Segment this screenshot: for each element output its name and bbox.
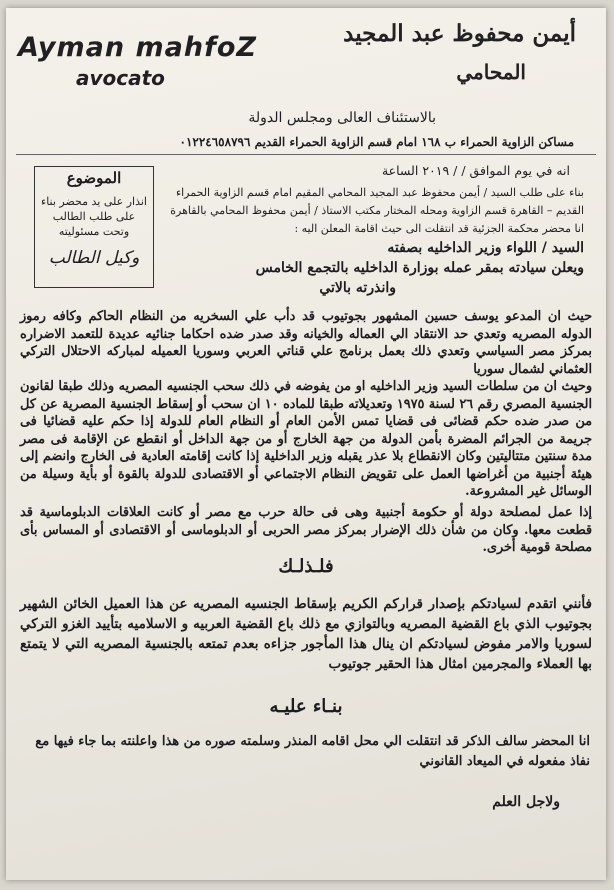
addressee-line: السيد / اللواء وزير الداخليه بصفته xyxy=(387,240,584,256)
lawyer-name-arabic: أيمن محفوظ عبد المجيد xyxy=(343,20,576,47)
header-divider xyxy=(16,154,596,155)
legal-notice-page xyxy=(6,8,606,880)
lawyer-title-arabic: المحامي xyxy=(456,60,526,84)
court-line: بالاستئناف العالى ومجلس الدولة xyxy=(248,110,436,126)
address-line: مساكن الزاوية الحمراء ب ١٦٨ امام قسم الزاوية الحمراء القديم ٠١٢٢٤٦٥٨٧٩٦ xyxy=(179,135,574,149)
service-date-line: انه في يوم الموافق / / ٢٠١٩ الساعة xyxy=(381,163,570,178)
request-paragraph: فأنني اتقدم لسيادتكم بإصدار قراركم الكريم بإسقاط الجنسيه المصريه عن هذا العميل الخائن الشهير بجوتيوب الذي باع القضية المصريه وبالتوازي مع ذلك باع القضية العربيه و الاسلاميه بتأييد الغزو التركي لسوريا والامر مفوض لسيادتكم ان ينال هذا المأجور جزاءه بعدم تمتعه بالجنسية المصريه التي لا يتمتع بها العملاء والمجرمين امثال هذا الحقير جوتيوب xyxy=(20,596,592,672)
served-at-line: ويعلن سيادته بمقر عمله بوزارة الداخليه بالتجمع الخامس xyxy=(255,260,584,276)
therefore-heading: فلـذلـك xyxy=(278,556,334,577)
warning-line: وانذرته بالاتي xyxy=(319,280,396,296)
lawyer-title-english: avocato xyxy=(76,66,165,90)
service-office-line: القديم – القاهرة قسم الزاوية ومحله المختار مكتب الاستاذ / أيمن محفوظ المحامي بالقاهرة xyxy=(170,204,584,217)
body-paragraph-2: وحيث ان من سلطات السيد وزير الداخليه او من يفوضه في ذلك سحب الجنسيه المصريه وذلك طبقا لقانون الجنسية المصري رقم ٢٦ لسنة ١٩٧٥ وتعديلاته طبقا للماده ١٠ ان سحب أو إسقاط الجنسية المصرية عن كل من صدر ضده حكم قضائى فى قضايا تمس الأمن العام أو النظام العام للدولة إذا حكم عليه قضائيا فى جريمة من الجرائم المضرة بأمن الدولة من جهة الخارج أو من جهة الداخل أو انقطع عن الإقامة فى مصر مدة سنتين متتاليتين وكان الانقطاع بلا عذر يقبله وزير الداخلية إذا كانت إقامته العادية فى الخارج وانضم إلى هيئة أجنبية من أغراضها العمل على تقويض النظام الاجتماعي أو الاقتصادى للدولة بالقوة أو بأية وسيلة من الوسائل غير المشروعة. xyxy=(20,379,593,499)
subject-box xyxy=(34,166,154,288)
closing-paragraph: انا المحضر سالف الذكر قد انتقلت الي محل اقامه المنذر وسلمته صوره من هذا واعلنته بما جاء فيها مع نفاذ مفعوله في الميعاد القانوني xyxy=(35,734,590,769)
service-requester-line: بناء على طلب السيد / أيمن محفوظ عبد المجيد المحامي المقيم امام قسم الزاوية الحمراء xyxy=(175,186,584,199)
accordingly-heading: بنـاء عليـه xyxy=(269,696,343,717)
body-paragraph-1: حيث ان المدعو يوسف حسين المشهور بجوتيوب قد دأب علي السخريه من النظام الحاكم وكافه رموز الدوله المصريه وتعدي حد الانتقاد الي العماله والخيانه وقد صدر ضده احكاما جنائيه عديدة للتعمد الاضراره بمركز مصر السياسي وتعدي ذلك بعمل برنامج علي قناتي العربي وسوريا العميله لمباركه الاحتلال التركي العثماني لشمال سوريا xyxy=(20,309,592,377)
lawyer-name-english: Ayman mahfoZ xyxy=(18,32,257,63)
service-bailiff-line: انا محضر محكمة الجزئية قد انتقلت الى حيث اقامة المعلن اليه : xyxy=(294,222,584,235)
subject-text: انذار على يد محضر بناء على طلب الطالب وتحت مسئوليته xyxy=(41,195,147,238)
closing-line: ولاجل العلم xyxy=(492,794,560,810)
body-paragraph-3: إذا عمل لمصلحة دولة أو حكومة أجنبية وهى فى حالة حرب مع مصر أو كانت العلاقات الدبلوماسية قد قطعت معها. وكان من شأن ذلك الإضرار بمركز مصر الحربى أو الدبلوماسى أو الاقتصادى أو المساس بأى مصلحة قومية أخرى. xyxy=(20,505,592,555)
applicant-agent-signature: وكيل الطالب xyxy=(48,248,140,268)
subject-title: الموضوع xyxy=(66,169,122,187)
